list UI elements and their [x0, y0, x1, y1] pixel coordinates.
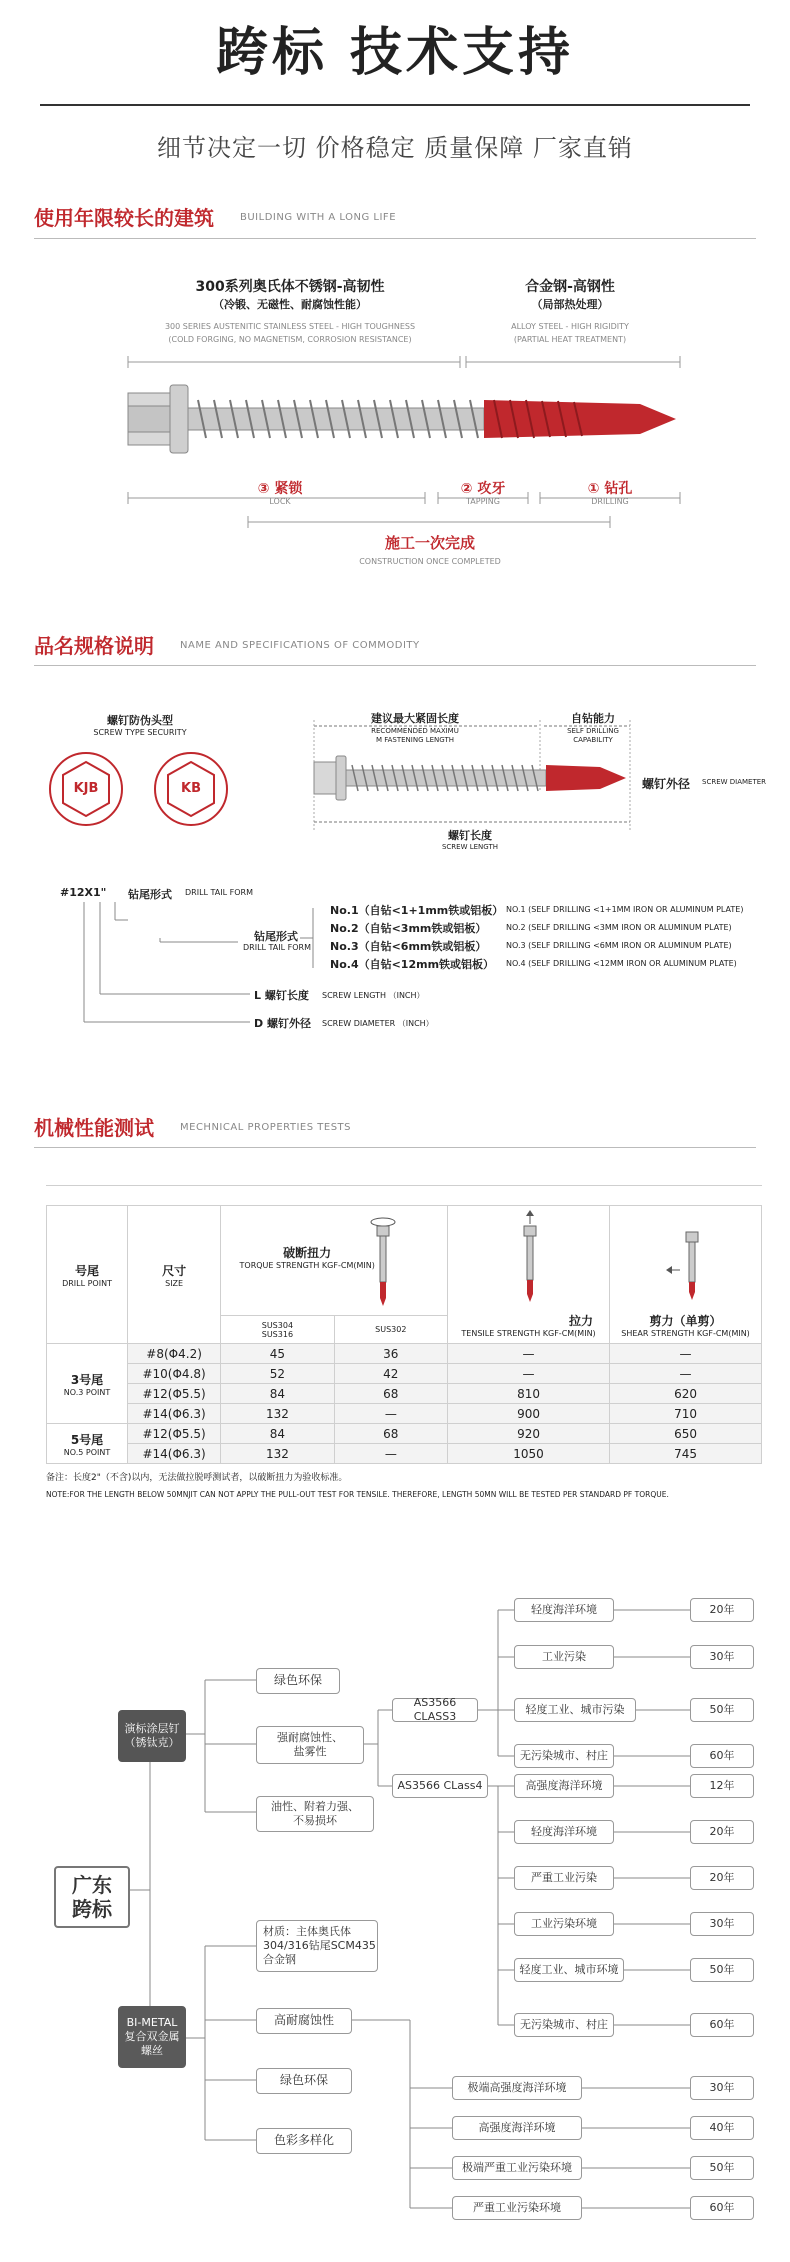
table-row: 3号尾 NO.3 POINT #8(Φ4.2) 45 36 — —: [47, 1344, 762, 1364]
drill-no2-en: NO.2 (SELF DRILLING <3MM IRON OR ALUMINUM PLATE): [506, 923, 732, 932]
bm-years-2: 50年: [690, 2156, 754, 2180]
security-title: 螺钉防伪头型: [107, 714, 173, 727]
left-material-title: 300系列奥氏体不锈钢-高韧性: [195, 279, 385, 295]
c4-years-0: 12年: [690, 1774, 754, 1798]
bm-years-0: 30年: [690, 2076, 754, 2100]
c3-years-0: 20年: [690, 1598, 754, 1622]
lock-en: LOCK: [269, 497, 291, 506]
table-row: 5号尾 NO.5 POINT #12(Φ5.5) 84 68 920 650: [47, 1424, 762, 1444]
hdr-size: 尺寸 SIZE: [128, 1206, 221, 1344]
c3-years-1: 30年: [690, 1645, 754, 1669]
drill-no1: No.1（自钻<1+1mm铁或铝板）: [330, 904, 504, 917]
page-title: 跨标 技术支持: [215, 23, 575, 83]
hdr-sus304-316: SUS304 SUS316: [221, 1316, 334, 1344]
right-material-title: 合金钢-高钢性: [525, 279, 615, 295]
c3-item-3: 无污染城市、村庄: [514, 1744, 614, 1768]
c3-years-3: 60年: [690, 1744, 754, 1768]
section1-title: 使用年限较长的建筑: [34, 206, 214, 230]
c4-item-0: 高强度海洋环境: [514, 1774, 614, 1798]
section3-rule: [34, 1147, 756, 1148]
drill-no2: No.2（自钻<3mm铁或铝板）: [330, 922, 487, 935]
c3-item-2: 轻度工业、城市污染: [514, 1698, 636, 1722]
length-en: SCREW LENGTH: [441, 843, 499, 851]
drill-capability-en1: SELF DRILLING: [567, 727, 619, 735]
group-no3: 3号尾 NO.3 POINT: [47, 1344, 128, 1424]
construction-en: CONSTRUCTION ONCE COMPLETED: [359, 557, 501, 566]
right-material-sub: （局部热处理）: [531, 298, 609, 311]
logo-kjb: KJB: [73, 781, 99, 796]
section2-rule: [34, 665, 756, 666]
d-diameter-label: D 螺钉外径: [254, 1017, 311, 1030]
tail-form-en-2: DRILL TAIL FORM: [243, 943, 311, 952]
length-label: 螺钉长度: [448, 829, 492, 842]
diameter-en: SCREW DIAMETER: [702, 778, 767, 786]
section3-title: 机械性能测试: [34, 1116, 154, 1140]
section2-en: NAME AND SPECIFICATIONS OF COMMODITY: [180, 640, 420, 651]
tree-oil: 油性、附着力强、 不易损坏: [256, 1796, 374, 1832]
tree-green-2: 绿色环保: [256, 2068, 352, 2094]
c4-item-4: 轻度工业、城市环境: [514, 1958, 624, 1982]
drill-no3-en: NO.3 (SELF DRILLING <6MM IRON OR ALUMINUM PLATE): [506, 941, 732, 950]
c4-years-2: 20年: [690, 1866, 754, 1890]
max-length-en2: M FASTENING LENGTH: [375, 736, 455, 744]
hdr-shear: 剪力（单剪） SHEAR STRENGTH KGF-CM(MIN): [610, 1206, 762, 1344]
bm-years-1: 40年: [690, 2116, 754, 2140]
tree-as4: AS3566 CLass4: [392, 1774, 488, 1798]
note-en: NOTE:FOR THE LENGTH BELOW 50MNJIT CAN NOT APPLY THE PULL-OUT TEST FOR TENSILE. THEREFORE, LENGTH 50MN WILL BE TESTED PER STANDARD PF TORQUE.: [46, 1490, 669, 1499]
security-en: SCREW TYPE SECURITY: [93, 728, 187, 737]
bm-item-1: 高强度海洋环境: [452, 2116, 582, 2140]
tapping-en: TAPPING: [466, 497, 500, 506]
hdr-sus302: SUS302: [334, 1316, 447, 1344]
table-row: #12(Φ5.5) 84 68 810 620: [47, 1384, 762, 1404]
tail-form-label-2: 钻尾形式: [254, 930, 298, 943]
bm-item-3: 严重工业污染环境: [452, 2196, 582, 2220]
table-top-rule: [46, 1185, 762, 1186]
tapping-label: ② 攻牙: [460, 481, 506, 497]
group-no5: 5号尾 NO.5 POINT: [47, 1424, 128, 1464]
diameter-label: 螺钉外径: [642, 777, 691, 791]
bm-years-3: 60年: [690, 2196, 754, 2220]
c3-item-1: 工业污染: [514, 1645, 614, 1669]
table-row: #14(Φ6.3) 132 — 900 710: [47, 1404, 762, 1424]
shear-screw-icon: [666, 1230, 706, 1302]
construction-label: 施工一次完成: [384, 534, 475, 552]
l-length-label: L 螺钉长度: [254, 989, 309, 1002]
title-divider: [40, 104, 750, 106]
torque-screw-icon: [363, 1212, 403, 1312]
c3-years-2: 50年: [690, 1698, 754, 1722]
tree-corrosion: 强耐腐蚀性、 盐雾性: [256, 1726, 364, 1764]
bm-item-2: 极端严重工业污染环境: [452, 2156, 582, 2180]
max-length-label: 建议最大紧固长度: [371, 712, 459, 725]
bm-item-0: 极端高强度海洋环境: [452, 2076, 582, 2100]
logo-kb: KB: [181, 781, 201, 796]
spec-code: #12X1": [60, 886, 107, 899]
c4-years-4: 50年: [690, 1958, 754, 1982]
section1-en: BUILDING WITH A LONG LIFE: [240, 212, 397, 223]
right-material-en1: ALLOY STEEL - HIGH RIGIDITY: [511, 322, 629, 331]
left-material-en1: 300 SERIES AUSTENITIC STAINLESS STEEL - HIGH TOUGHNESS: [164, 322, 416, 331]
hdr-tensile: 拉力 TENSILE STRENGTH KGF-CM(MIN): [448, 1206, 610, 1344]
section2-title: 品名规格说明: [34, 634, 154, 658]
tree-node-coating: 演标涂层钉 （锈钛克）: [118, 1710, 186, 1762]
drill-no4: No.4（自钻<12mm铁或铝板）: [330, 958, 495, 971]
hdr-torque: 破断扭力 TORQUE STRENGTH KGF-CM(MIN): [221, 1206, 448, 1316]
tree-as3: AS3566 CLASS3: [392, 1698, 478, 1722]
tree-material: 材质：主体奥氏体 304/316钻尾SCM435 合金钢: [256, 1920, 378, 1972]
tree-root: 广东 跨标: [54, 1866, 130, 1928]
mechanical-table: [46, 1205, 762, 1464]
c4-item-3: 工业污染环境: [514, 1912, 614, 1936]
c4-years-1: 20年: [690, 1820, 754, 1844]
max-length-en1: RECOMMENDED MAXIMU: [371, 727, 459, 735]
tree-node-bimetal: BI-METAL 复合双金属 螺丝: [118, 2006, 186, 2068]
left-material-en2: (COLD FORGING, NO MAGNETISM, CORROSION RESISTANCE): [168, 335, 412, 344]
c4-item-1: 轻度海洋环境: [514, 1820, 614, 1844]
drilling-label: ① 钻孔: [587, 481, 633, 497]
table-row: #10(Φ4.8) 52 42 — —: [47, 1364, 762, 1384]
tree-colors: 色彩多样化: [256, 2128, 352, 2154]
drill-no4-en: NO.4 (SELF DRILLING <12MM IRON OR ALUMINUM PLATE): [506, 959, 737, 968]
drilling-en: DRILLING: [591, 497, 629, 506]
right-material-en2: (PARTIAL HEAT TREATMENT): [513, 335, 627, 344]
c3-item-0: 轻度海洋环境: [514, 1598, 614, 1622]
c4-item-5: 无污染城市、村庄: [514, 2013, 614, 2037]
tail-form-label: 钻尾形式: [128, 888, 172, 901]
d-diameter-en: SCREW DIAMETER （INCH）: [322, 1019, 434, 1028]
tree-high-corrosion: 高耐腐蚀性: [256, 2008, 352, 2034]
tensile-screw-icon: [510, 1210, 550, 1302]
drill-capability-en2: CAPABILITY: [573, 736, 613, 744]
drill-no1-en: NO.1 (SELF DRILLING <1+1MM IRON OR ALUMINUM PLATE): [506, 905, 744, 914]
table-row: #14(Φ6.3) 132 — 1050 745: [47, 1444, 762, 1464]
note-cn: 备注：长度2"（不含)以内，无法做拉脱呼测试者，以破断扭力为验收标准。: [46, 1473, 348, 1483]
hdr-drill-point: 号尾 DRILL POINT: [47, 1206, 128, 1344]
tail-form-en: DRILL TAIL FORM: [185, 888, 253, 897]
page-subtitle: 细节决定一切 价格稳定 质量保障 厂家直销: [157, 134, 633, 162]
c4-item-2: 严重工业污染: [514, 1866, 614, 1890]
drill-capability-label: 自钻能力: [571, 712, 615, 725]
c4-years-3: 30年: [690, 1912, 754, 1936]
tree-green-1: 绿色环保: [256, 1668, 340, 1694]
section3-en: MECHNICAL PROPERTIES TESTS: [180, 1122, 352, 1133]
left-material-sub: （冷锻、无磁性、耐腐蚀性能）: [213, 298, 367, 311]
c4-years-5: 60年: [690, 2013, 754, 2037]
lock-label: ③ 紧锁: [257, 481, 303, 497]
drill-no3: No.3（自钻<6mm铁或铝板）: [330, 940, 487, 953]
section1-rule: [34, 238, 756, 239]
spec-code-lines: [60, 890, 340, 1030]
l-length-en: SCREW LENGTH （INCH）: [322, 991, 425, 1000]
